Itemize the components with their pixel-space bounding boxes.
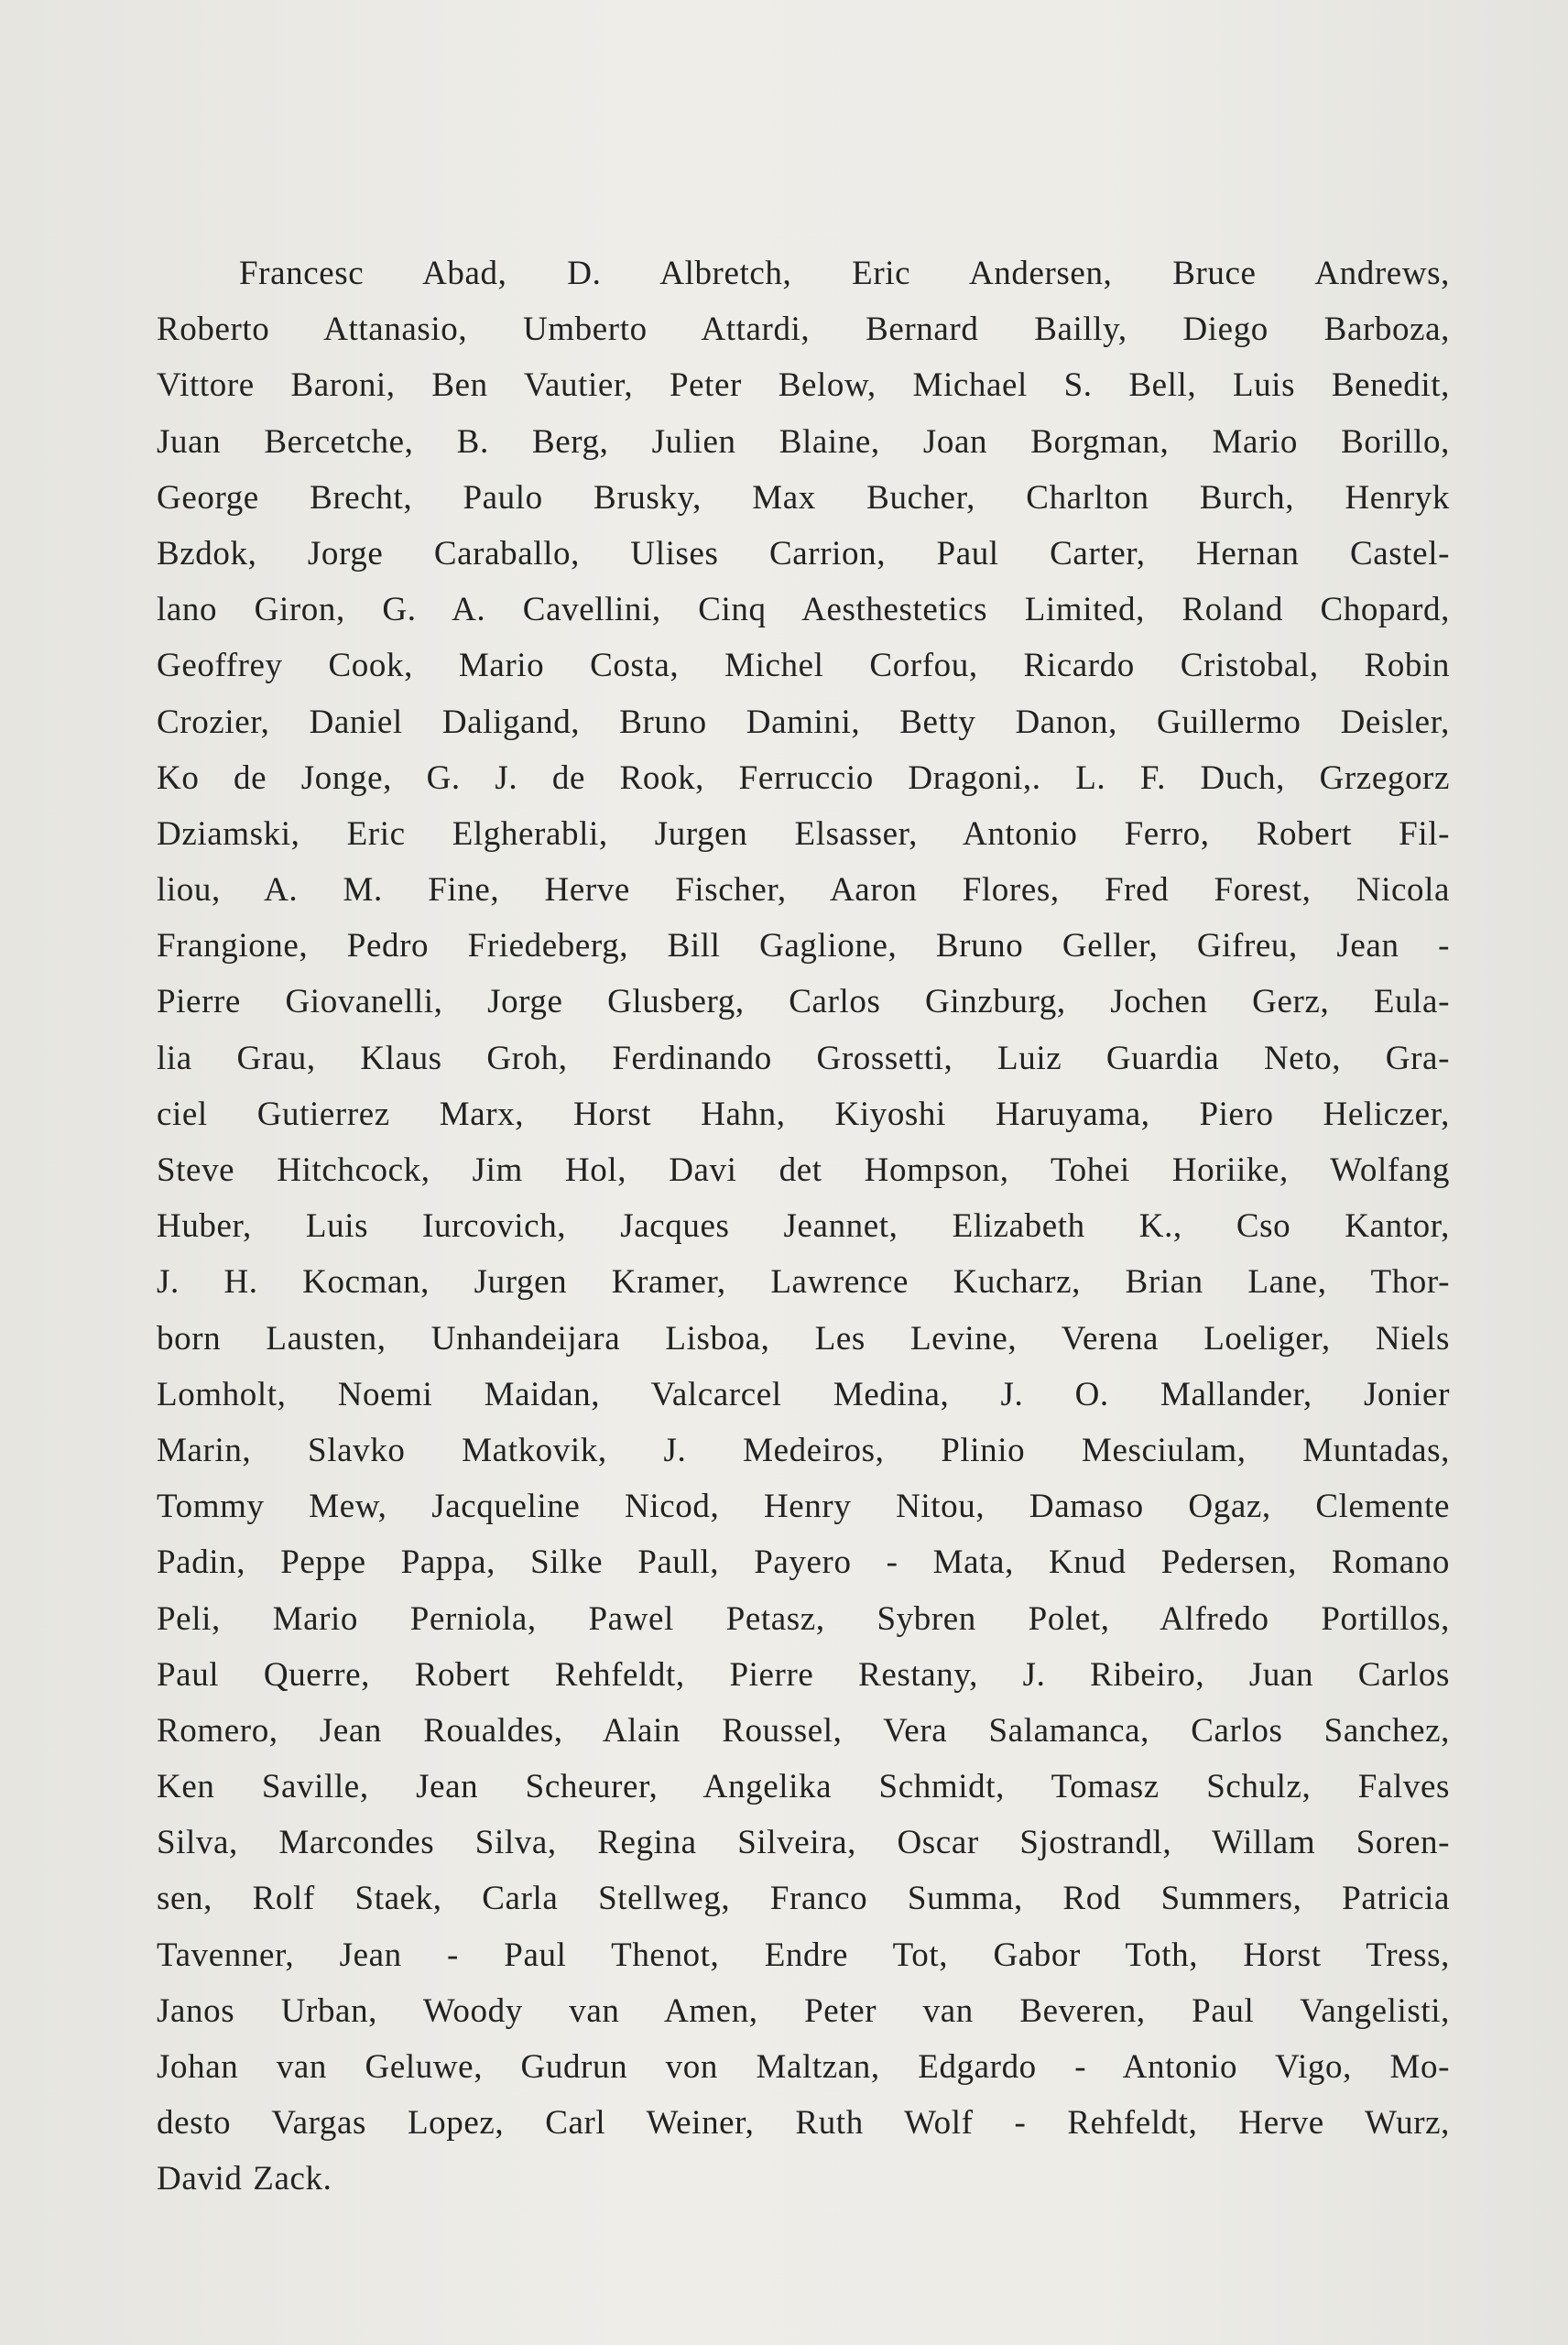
text-line: ciel Gutierrez Marx, Horst Hahn, Kiyoshi Haruyama, Piero Heliczer, xyxy=(157,1095,1450,1133)
participant-list xyxy=(157,245,1450,2208)
text-line: lano Giron, G. A. Cavellini, Cinq Aesthestetics Limited, Roland Chopard, xyxy=(157,591,1450,629)
text-line: Roberto Attanasio, Umberto Attardi, Bernard Bailly, Diego Barboza, xyxy=(157,311,1450,349)
text-line: Bzdok, Jorge Caraballo, Ulises Carrion, Paul Carter, Hernan Castel- xyxy=(157,534,1450,573)
text-line: Vittore Baroni, Ben Vautier, Peter Below, Michael S. Bell, Luis Benedit, xyxy=(157,366,1450,405)
text-line: Tavenner, Jean - Paul Thenot, Endre Tot, Gabor Toth, Horst Tress, xyxy=(157,1936,1450,1974)
text-line: George Brecht, Paulo Brusky, Max Bucher, Charlton Burch, Henryk xyxy=(157,478,1450,517)
text-line: Huber, Luis Iurcovich, Jacques Jeannet, Elizabeth K., Cso Kantor, xyxy=(157,1207,1450,1246)
text-line: Tommy Mew, Jacqueline Nicod, Henry Nitou, Damaso Ogaz, Clemente xyxy=(157,1488,1450,1526)
text-line: Johan van Geluwe, Gudrun von Maltzan, Edgardo - Antonio Vigo, Mo- xyxy=(157,2048,1450,2086)
text-line: Juan Bercetche, B. Berg, Julien Blaine, Joan Borgman, Mario Borillo, xyxy=(157,422,1450,461)
text-line: Paul Querre, Robert Rehfeldt, Pierre Restany, J. Ribeiro, Juan Carlos xyxy=(157,1655,1450,1694)
text-line: Dziamski, Eric Elgherabli, Jurgen Elsasser, Antonio Ferro, Robert Fil- xyxy=(157,814,1450,853)
text-line: J. H. Kocman, Jurgen Kramer, Lawrence Kucharz, Brian Lane, Thor- xyxy=(157,1263,1450,1302)
text-line: Steve Hitchcock, Jim Hol, Davi det Hompson, Tohei Horiike, Wolfang xyxy=(157,1151,1450,1189)
text-line: liou, A. M. Fine, Herve Fischer, Aaron Flores, Fred Forest, Nicola xyxy=(157,871,1450,910)
text-line: Peli, Mario Perniola, Pawel Petasz, Sybren Polet, Alfredo Portillos, xyxy=(157,1599,1450,1638)
text-line: Ken Saville, Jean Scheurer, Angelika Schmidt, Tomasz Schulz, Falves xyxy=(157,1768,1450,1806)
text-line: Frangione, Pedro Friedeberg, Bill Gaglione, Bruno Geller, Gifreu, Jean - xyxy=(157,927,1450,965)
text-line: Francesc Abad, D. Albretch, Eric Andersen, Bruce Andrews, xyxy=(239,255,1450,292)
text-line: David Zack. xyxy=(157,2160,332,2198)
text-line: Lomholt, Noemi Maidan, Valcarcel Medina, J. O. Mallander, Jonier xyxy=(157,1375,1450,1413)
text-line: Janos Urban, Woody van Amen, Peter van Beveren, Paul Vangelisti, xyxy=(157,1991,1450,2030)
text-line: Pierre Giovanelli, Jorge Glusberg, Carlos Ginzburg, Jochen Gerz, Eula- xyxy=(157,983,1450,1021)
text-line: lia Grau, Klaus Groh, Ferdinando Grossetti, Luiz Guardia Neto, Gra- xyxy=(157,1039,1450,1077)
text-line: Romero, Jean Roualdes, Alain Roussel, Vera Salamanca, Carlos Sanchez, xyxy=(157,1711,1450,1750)
text-line: born Lausten, Unhandeijara Lisboa, Les Levine, Verena Loeliger, Niels xyxy=(157,1319,1450,1358)
text-line: Silva, Marcondes Silva, Regina Silveira, Oscar Sjostrandl, Willam Soren- xyxy=(157,1824,1450,1862)
text-line: Ko de Jonge, G. J. de Rook, Ferruccio Dragoni,. L. F. Duch, Grzegorz xyxy=(157,758,1450,797)
text-line: Marin, Slavko Matkovik, J. Medeiros, Plinio Mesciulam, Muntadas, xyxy=(157,1431,1450,1469)
text-line: Crozier, Daniel Daligand, Bruno Damini, Betty Danon, Guillermo Deisler, xyxy=(157,703,1450,741)
text-line: desto Vargas Lopez, Carl Weiner, Ruth Wolf - Rehfeldt, Herve Wurz, xyxy=(157,2104,1450,2143)
text-line: sen, Rolf Staek, Carla Stellweg, Franco Summa, Rod Summers, Patricia xyxy=(157,1880,1450,1918)
text-line: Geoffrey Cook, Mario Costa, Michel Corfou, Ricardo Cristobal, Robin xyxy=(157,647,1450,685)
text-line: Padin, Peppe Pappa, Silke Paull, Payero - Mata, Knud Pedersen, Romano xyxy=(157,1543,1450,1582)
